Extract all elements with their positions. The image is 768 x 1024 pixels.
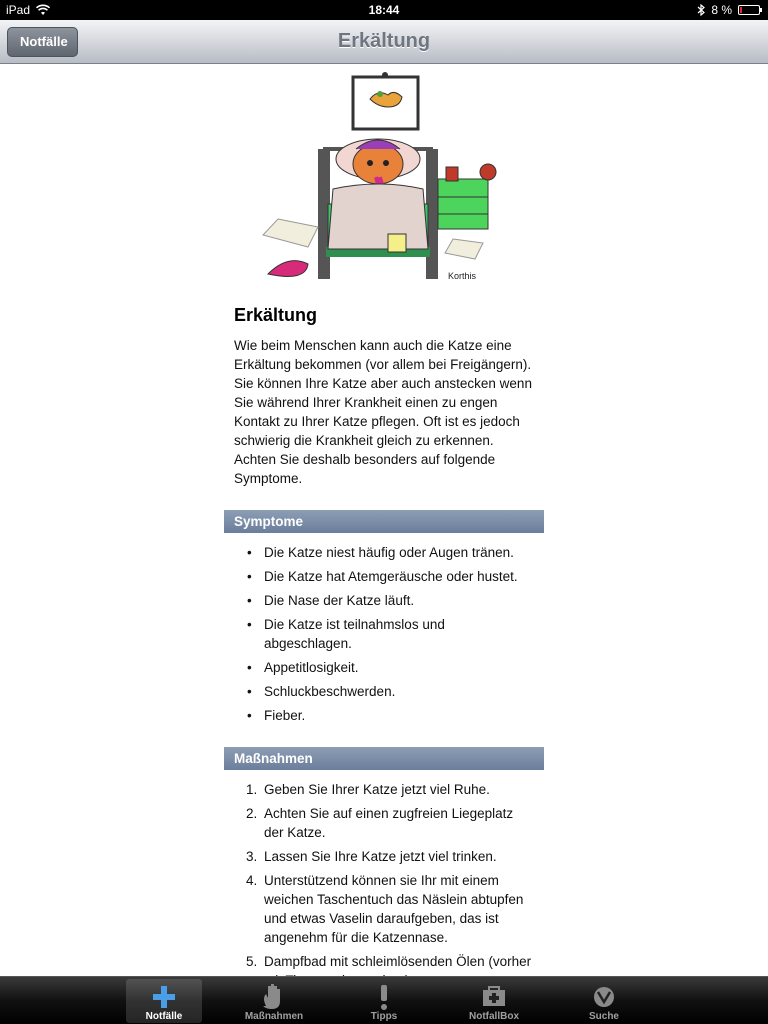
search-icon: [566, 982, 642, 1012]
tab-tipps[interactable]: [346, 979, 422, 1023]
symptom-item: • Die Katze hat Atemgeräusche oder hustet.: [264, 567, 534, 586]
plus-icon: [126, 982, 202, 1012]
symptom-item: • Die Katze ist teilnahmslos und abgeschlagen.: [264, 615, 534, 653]
device-name: iPad: [6, 3, 31, 17]
tab-notfallbox[interactable]: [456, 979, 532, 1023]
back-button-label: Notfälle: [20, 34, 68, 49]
symptoms-list: [224, 543, 544, 725]
tab-notfaelle[interactable]: [126, 979, 202, 1023]
measures-list: [224, 780, 544, 990]
hand-icon: [236, 982, 312, 1012]
symptom-item: • Appetitlosigkeit.: [264, 658, 534, 677]
article-intro: Wie beim Menschen kann auch die Katze eine Erkältung bekommen (vor allem bei Freigängern). Sie können Ihre Katze aber auch anstecken wenn Sie während Ihrer Krankheit einen zu engen Kontakt zu Ihrer Katze pflegen. Oft ist es jedoch schwierig die Krankheit gleich zu erkennen. Achten Sie deshalb besonders auf folgende Symptome.: [234, 338, 532, 486]
measure-number: 4.: [246, 873, 258, 888]
tab-label: Tipps: [370, 1011, 398, 1022]
symptom-item: • Die Nase der Katze läuft.: [264, 591, 534, 610]
battery-icon: [738, 5, 760, 15]
sick-cat-illustration: [248, 69, 523, 289]
content-scroll-view[interactable]: [0, 65, 768, 976]
tab-label: Maßnahmen: [244, 1011, 304, 1022]
measure-item: [246, 780, 534, 799]
tab-label: Suche: [588, 1011, 619, 1022]
measure-number: 5.: [246, 954, 258, 969]
measure-text: Unterstützend können sie Ihr mit einem weichen Taschentuch das Näslein abtupfen und etwas Vaselin daraufgeben, das ist angenehm für die Katzennase.: [264, 873, 524, 945]
measure-number: 1.: [246, 782, 258, 797]
measure-text: Lassen Sie Ihre Katze jetzt viel trinken.: [264, 849, 497, 864]
measure-text: Geben Sie Ihrer Katze jetzt viel Ruhe.: [264, 782, 490, 797]
measure-text: Dampfbad mit schleimlösenden Ölen (vorher: [264, 954, 532, 969]
measure-text: Achten Sie auf einen zugfreien Liegeplatz der Katze.: [264, 806, 514, 840]
navigation-bar: [0, 20, 768, 64]
symptom-item: • Fieber.: [264, 706, 534, 725]
symptom-item: • Schluckbeschwerden.: [264, 682, 534, 701]
tab-label: NotfallBox: [469, 1011, 519, 1022]
measure-item: [246, 804, 534, 842]
symptom-item: • Die Katze niest häufig oder Augen tränen.: [264, 543, 534, 562]
measure-number: 2.: [246, 806, 258, 821]
measure-item: [246, 847, 534, 866]
battery-percent: 8 %: [711, 3, 732, 17]
first-aid-box-icon: [456, 982, 532, 1012]
status-bar: [0, 0, 768, 20]
measure-item: [246, 871, 534, 947]
tab-massnahmen[interactable]: [236, 979, 312, 1023]
status-right: [697, 3, 760, 17]
exclamation-icon: [346, 982, 422, 1012]
measures-section-header: Maßnahmen: [224, 747, 544, 770]
bluetooth-icon: [697, 4, 705, 16]
measure-number: 3.: [246, 849, 258, 864]
tab-label: Notfälle: [145, 1011, 183, 1022]
article-heading: Erkältung: [234, 305, 318, 325]
illustration-signature: Korthis: [448, 271, 477, 281]
tab-suche[interactable]: [566, 979, 642, 1023]
article: [224, 305, 544, 995]
tab-bar: [0, 976, 768, 1024]
symptoms-section-header: Symptome: [224, 510, 544, 533]
status-time: 18:44: [368, 3, 400, 17]
page-title: Erkältung: [337, 30, 431, 52]
